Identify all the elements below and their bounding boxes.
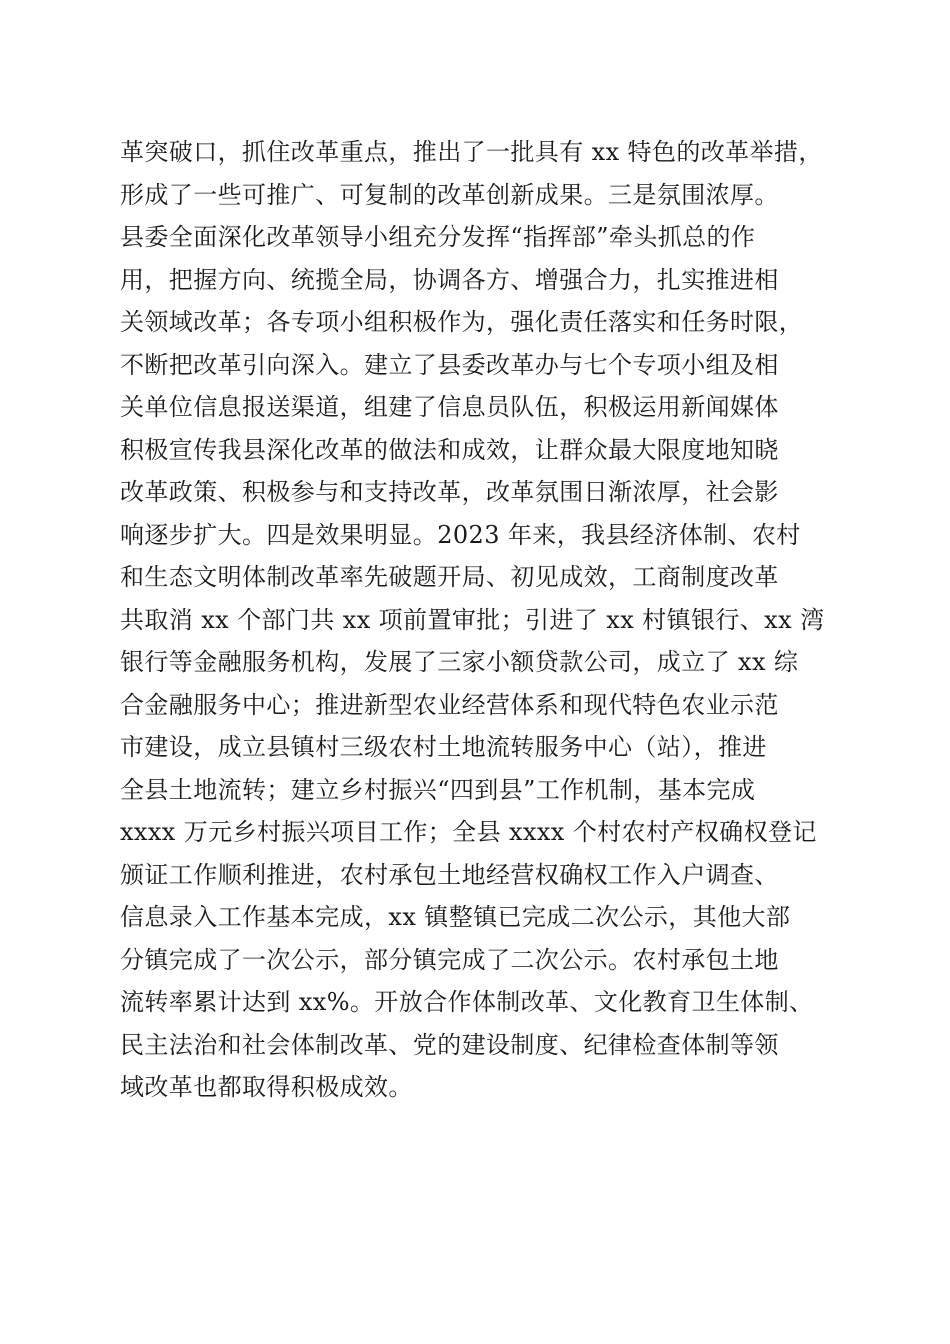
text-line: 合金融服务中心；推进新型农业经营体系和现代特色农业示范 (120, 690, 779, 719)
text-line: 响逐步扩大。四是效果明显。2023 年来，我县经济体制、农村 (120, 520, 801, 549)
text-line: 银行等金融服务机构，发展了三家小额贷款公司，成立了 xx 综 (120, 648, 799, 676)
text-line: 改革政策、积极参与和支持改革，改革氛围日渐浓厚，社会影 (120, 478, 779, 506)
text-line: 关单位信息报送渠道，组建了信息员队伍，积极运用新闻媒体 (120, 393, 779, 421)
text-line: 积极宣传我县深化改革的做法和成效，让群众最大限度地知晓 (120, 435, 779, 464)
text-line: 分镇完成了一次公示，部分镇完成了二次公示。农村承包土地 (120, 945, 779, 974)
text-line: 流转率累计达到 xx%。开放合作体制改革、文化教育卫生体制、 (120, 988, 814, 1016)
text-line: 全县土地流转；建立乡村振兴“四到县”工作机制，基本完成 (120, 775, 756, 804)
text-line: 用，把握方向、统揽全局，协调各方、增强合力，扎实推进相 (120, 265, 779, 294)
text-line: 形成了一些可推广、可复制的改革创新成果。三是氛围浓厚。 (120, 180, 779, 209)
text-line: 共取消 xx 个部门共 xx 项前置审批；引进了 xx 村镇银行、xx 湾 (120, 605, 825, 634)
text-line: 县委全面深化改革领导小组充分发挥“指挥部”牵头抓总的作 (120, 223, 756, 251)
text-line: 和生态文明体制改革率先破题开局、初见成效，工商制度改革 (120, 563, 779, 591)
text-line: 不断把改革引向深入。建立了县委改革办与七个专项小组及相 (120, 350, 779, 379)
text-line: xxxx 万元乡村振兴项目工作；全县 xxxx 个村农村产权确权登记 (120, 818, 817, 846)
text-line: 市建设，成立县镇村三级农村土地流转服务中心（站），推进 (120, 733, 767, 761)
text-line: 关领域改革；各专项小组积极作为，强化责任落实和任务时限， (120, 308, 804, 336)
text-line: 信息录入工作基本完成，xx 镇整镇已完成二次公示，其他大部 (120, 903, 791, 931)
text-line: 域改革也都取得积极成效。 (120, 1073, 413, 1101)
text-line: 民主法治和社会体制改革、党的建设制度、纪律检查体制等领 (120, 1030, 779, 1059)
text-line: 颁证工作顺利推进，农村承包土地经营权确权工作入户调查、 (120, 860, 779, 889)
text-line: 革突破口，抓住改革重点，推出了一批具有 xx 特色的改革举措， (120, 138, 823, 166)
